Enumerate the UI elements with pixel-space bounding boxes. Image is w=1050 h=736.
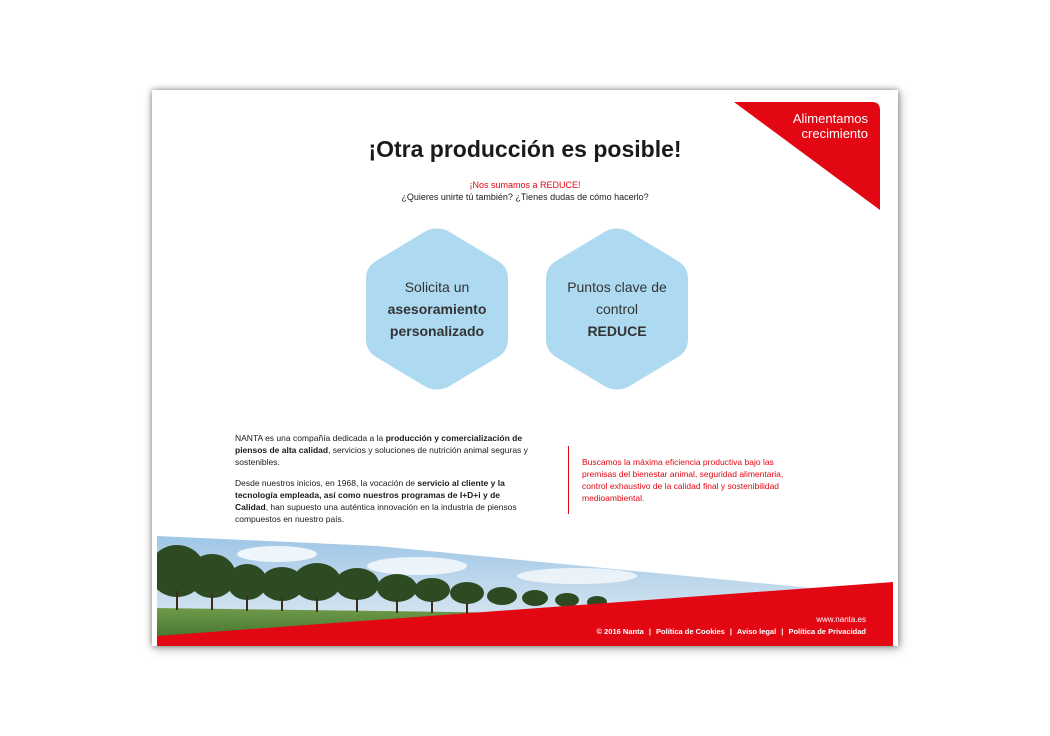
copyright-text: © 2016 Nanta bbox=[596, 627, 644, 636]
advice-request-button[interactable] bbox=[364, 228, 510, 390]
subtitle-question: ¿Quieres unirte tú también? ¿Tienes dudas de cómo hacerlo? bbox=[401, 192, 649, 202]
brand-tagline-line2: crecimiento bbox=[801, 126, 868, 141]
reduce-keypoints-label: Puntos clave de control REDUCE bbox=[567, 279, 667, 339]
footer-separator: | bbox=[781, 627, 784, 636]
highlight-quote: Buscamos la máxima eficiencia productiva bajo las premisas del bienestar animal, seguridad alimentaria, control exhaustivo de la calidad final y sostenibilidad medioambiental. bbox=[582, 457, 784, 503]
reduce-keypoints-button[interactable] bbox=[544, 228, 690, 390]
legal-notice-link[interactable]: Aviso legal bbox=[736, 627, 777, 636]
intro-paragraph: NANTA es una compañía dedicada a la producción y comercialización de piensos de alta calidad, servicios y soluciones de nutrición animal seguras y sostenibles. bbox=[235, 433, 528, 467]
history-paragraph: Desde nuestros inicios, en 1968, la vocación de servicio al cliente y la tecnología empleada, así como nuestros programas de I+D+i y de Calidad, han supuesto una auténtica innovación en la industria de piensos compuestos en nuestro país. bbox=[235, 478, 517, 524]
website-link[interactable]: www.nanta.es bbox=[816, 615, 866, 624]
advice-request-label: Solicita un asesoramiento personalizado bbox=[387, 279, 487, 339]
footer-separator: | bbox=[729, 627, 733, 636]
footer-separator: | bbox=[648, 627, 651, 636]
company-description bbox=[235, 432, 535, 534]
brand-tagline-line1: Alimentamos bbox=[792, 111, 868, 126]
subtitle-reduce: ¡Nos sumamos a REDUCE! bbox=[469, 180, 581, 190]
footer-links bbox=[597, 627, 866, 636]
page-title: ¡Otra producción es posible! bbox=[368, 136, 682, 162]
cookies-policy-link[interactable]: Política de Cookies bbox=[656, 627, 725, 636]
privacy-policy-link[interactable]: Política de Privacidad bbox=[788, 627, 866, 636]
vertical-divider bbox=[568, 446, 569, 514]
email-page bbox=[152, 90, 898, 646]
